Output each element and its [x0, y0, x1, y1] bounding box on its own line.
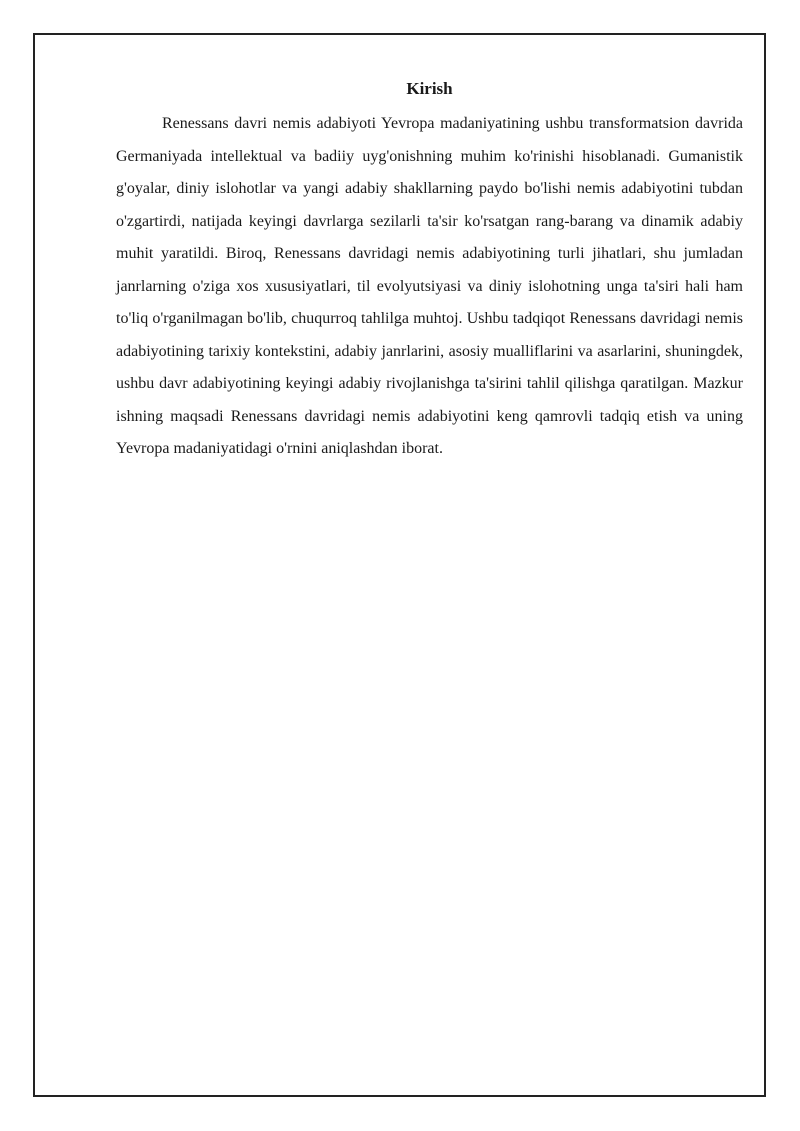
section-title: Kirish: [406, 79, 453, 98]
body-paragraph: Renessans davri nemis adabiyoti Yevropa madaniyatining ushbu transformatsion davrida Germaniyada intellektual va badiiy uyg'onishning muhim ko'rinishi hisoblanadi. Gumanistik g'oyalar, diniy islohotlar va yangi adabiy shakllarning paydo bo'lishi nemis adabiyotini tubdan o'zgartirdi, natijada keyingi davrlarga sezilarli ta'sir ko'rsatgan rang-barang va dinamik adabiy muhit yaratildi. Biroq, Renessans davridagi nemis adabiyotining turli jihatlari, shu jumladan janrlarning o'ziga xos xususiyatlari, til evolyutsiyasi va diniy islohotning unga ta'siri hali ham to'liq o'rganilmagan bo'lib, chuqurroq tahlilga muhtoj. Ushbu tadqiqot Renessans davridagi nemis adabiyotining tarixiy kontekstini, adabiy janrlarini, asosiy mualliflarini va asarlarini, shuningdek, ushbu davr adabiyotining keyingi adabiy rivojlanishga ta'sirini tahlil qilishga qaratilgan. Mazkur ishning maqsadi Renessans davridagi nemis adabiyotini keng qamrovli tadqiq etish va uning Yevropa madaniyatidagi o'rnini aniqlashdan iborat.: [116, 115, 743, 457]
document-content: [116, 76, 743, 466]
